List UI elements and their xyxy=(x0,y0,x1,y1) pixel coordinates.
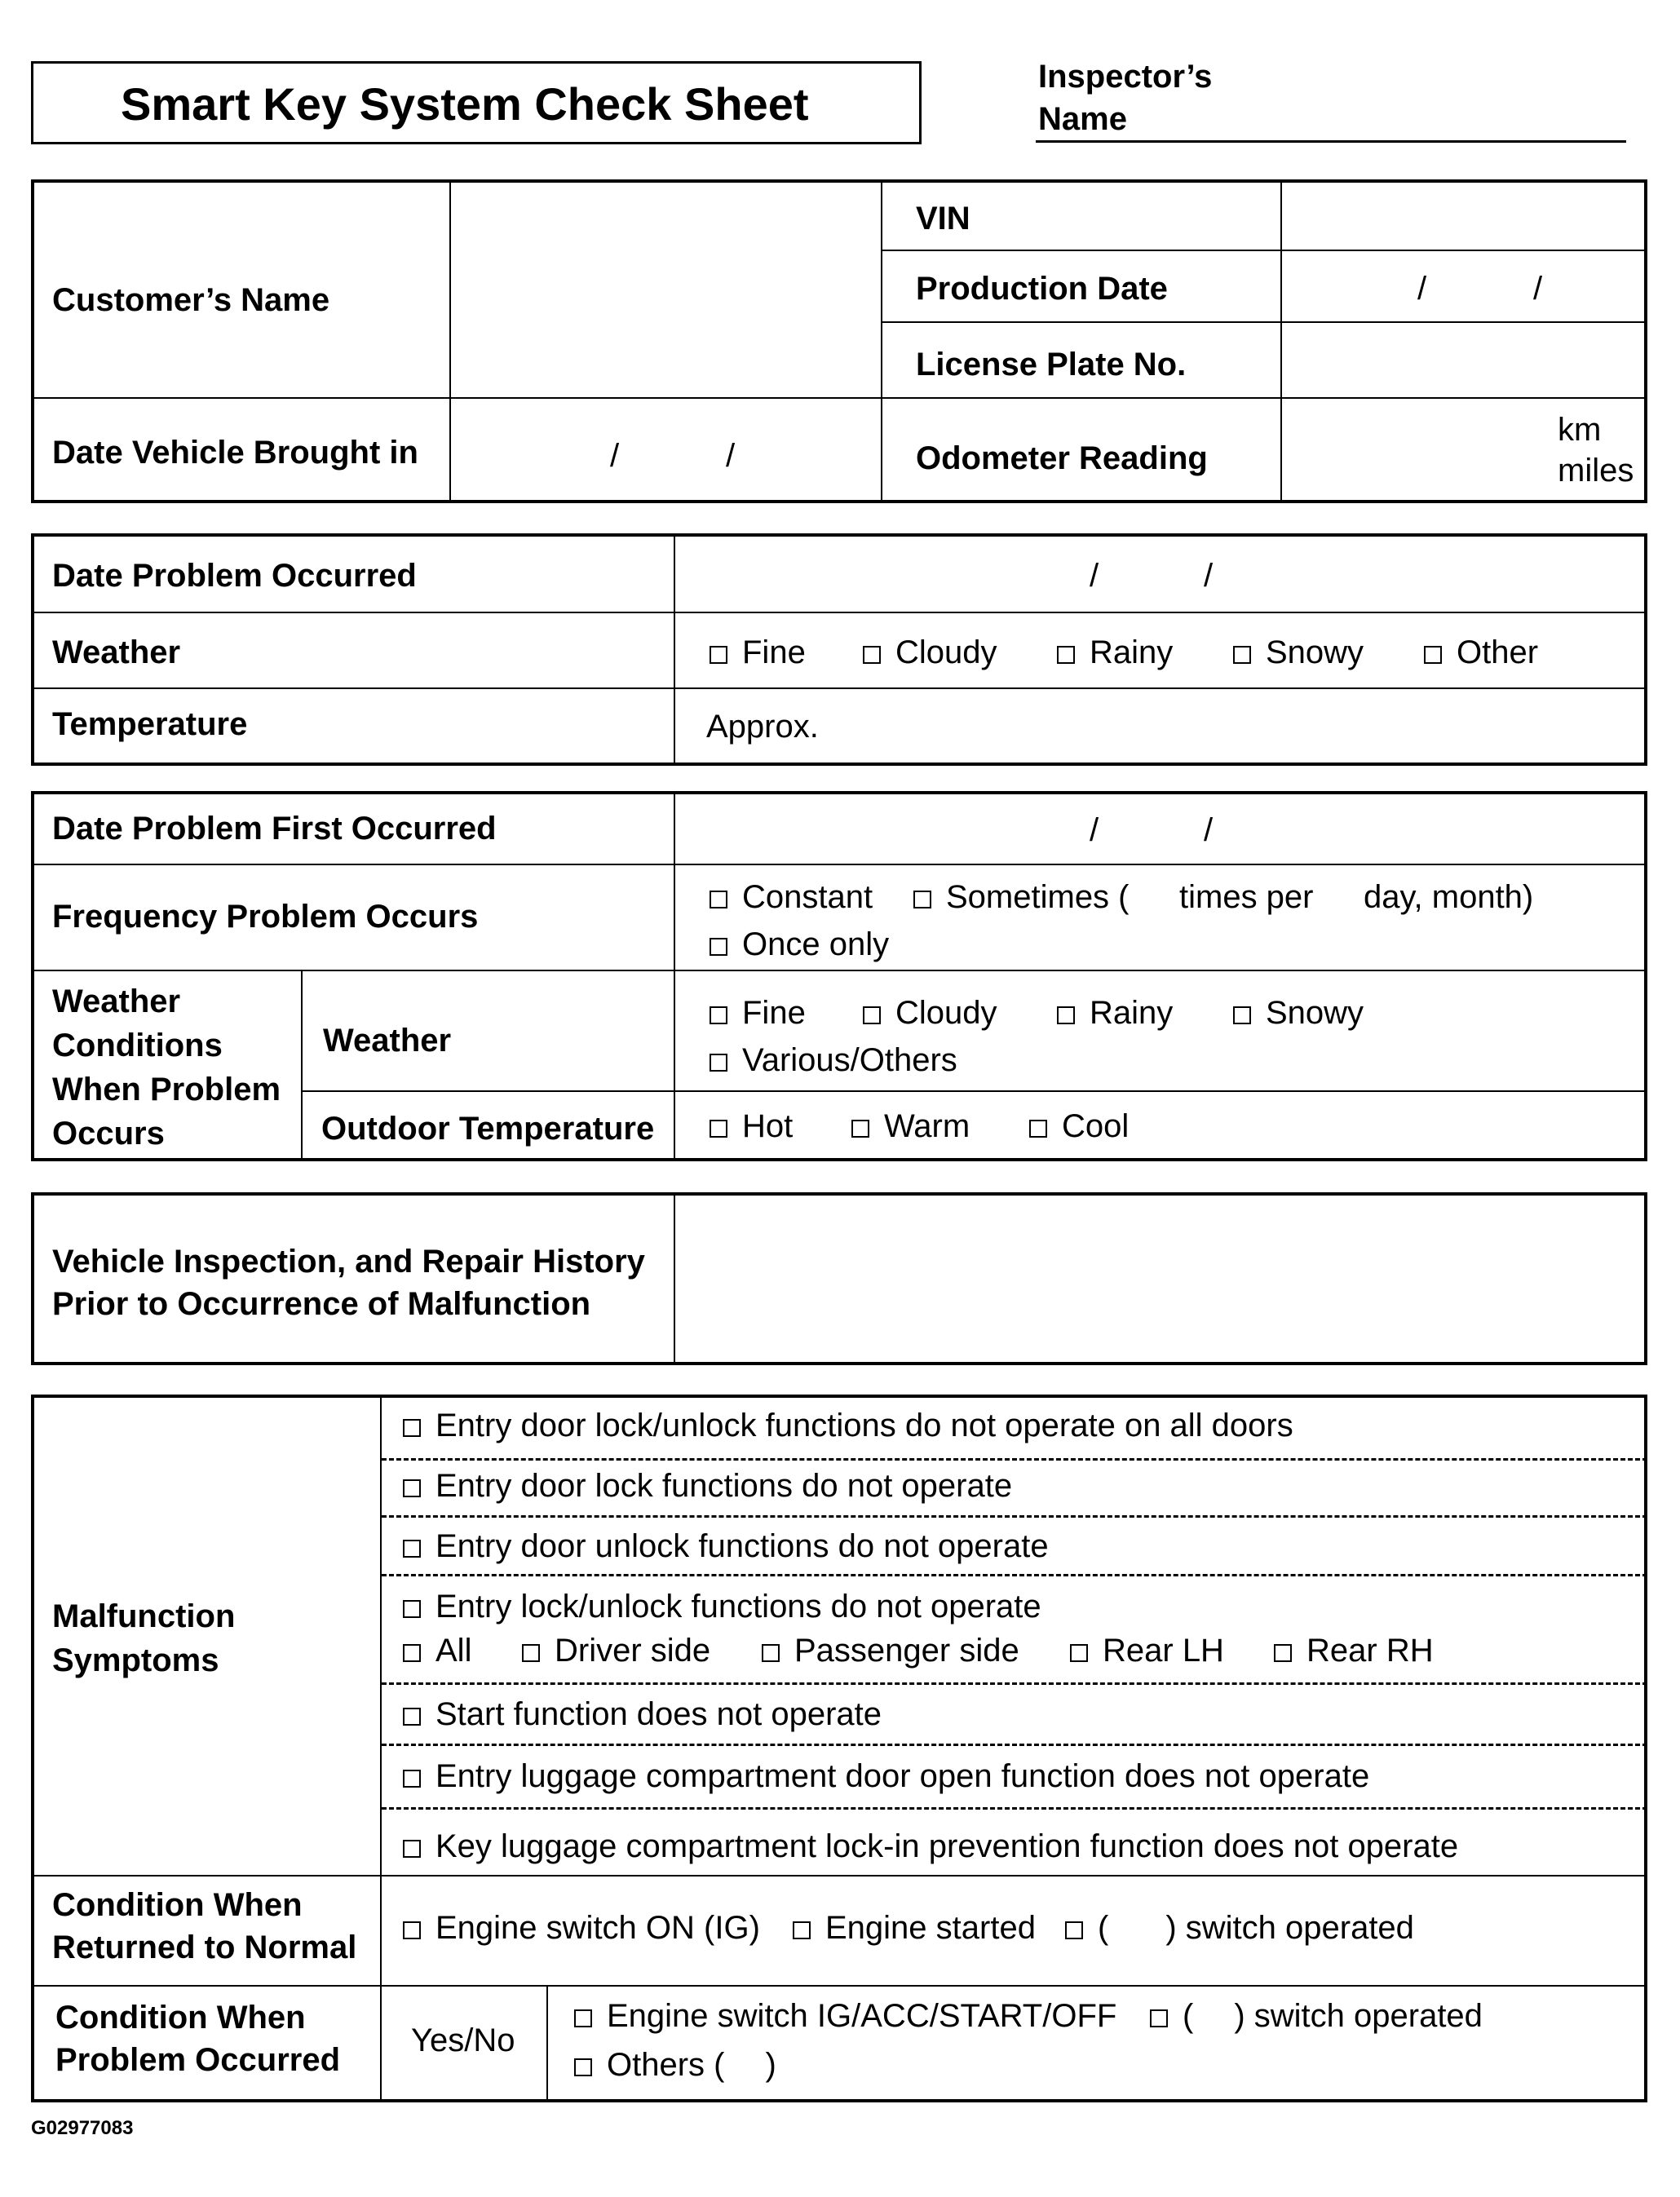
checkbox[interactable] xyxy=(403,1479,421,1497)
symptom-item[interactable]: Entry door lock/unlock functions do not operate on all doors xyxy=(403,1404,1293,1447)
page-title: Smart Key System Check Sheet xyxy=(121,78,809,130)
checkbox[interactable] xyxy=(710,1120,727,1138)
checkbox[interactable] xyxy=(1233,646,1251,664)
history-field[interactable] xyxy=(677,1196,1644,1362)
dashed-divider xyxy=(382,1574,1647,1576)
outdoor-temp-label: Outdoor Temperature xyxy=(321,1111,655,1147)
dashed-divider xyxy=(382,1744,1647,1746)
first-occurred-label: Date Problem First Occurred xyxy=(52,811,497,847)
checkbox[interactable] xyxy=(1070,1644,1088,1662)
temp-option-hot[interactable]: Hot xyxy=(710,1105,793,1147)
divider xyxy=(1280,179,1282,503)
checkbox[interactable] xyxy=(403,1708,421,1726)
checkbox[interactable] xyxy=(710,891,727,908)
door-option-passenger[interactable]: Passenger side xyxy=(762,1629,1019,1672)
occurred-option-engine-switch[interactable]: Engine switch IG/ACC/START/OFF xyxy=(574,1995,1116,2037)
production-date-slash-1[interactable]: / xyxy=(1417,271,1427,307)
normal-option-engine-started[interactable]: Engine started xyxy=(793,1907,1036,1949)
weather-option-snowy[interactable]: Snowy xyxy=(1233,631,1364,674)
freq-times-per: times per xyxy=(1179,879,1314,915)
normal-option-switch[interactable]: ( ) switch operated xyxy=(1065,1907,1414,1949)
date-brought-in-slash-2[interactable]: / xyxy=(726,438,736,474)
date-occurred-label: Date Problem Occurred xyxy=(52,558,417,594)
inspector-label-line2: Name xyxy=(1038,101,1127,137)
divider xyxy=(31,970,1647,971)
customer-name-field[interactable] xyxy=(453,183,879,396)
checkbox[interactable] xyxy=(403,1419,421,1437)
weather-label: Weather xyxy=(52,634,181,670)
date-brought-in-slash-1[interactable]: / xyxy=(610,438,620,474)
vin-label: VIN xyxy=(916,201,970,236)
checkbox[interactable] xyxy=(710,646,727,664)
occurred-option-others[interactable]: Others ( ) xyxy=(574,2044,776,2086)
dashed-divider xyxy=(382,1682,1647,1685)
yes-no-field[interactable]: Yes/No xyxy=(411,2022,515,2058)
divider xyxy=(31,1875,1647,1877)
vin-field[interactable] xyxy=(1284,183,1644,248)
checkbox[interactable] xyxy=(1233,1006,1251,1024)
freq-option-once[interactable]: Once only xyxy=(710,923,889,966)
inspector-label-line1: Inspector’s xyxy=(1038,59,1213,95)
figure-id: G02977083 xyxy=(31,2117,134,2139)
production-date-slash-2[interactable]: / xyxy=(1533,271,1543,307)
checkbox[interactable] xyxy=(710,1054,727,1072)
divider xyxy=(31,397,1647,399)
weather-option-other[interactable]: Other xyxy=(1424,631,1538,674)
odometer-label: Odometer Reading xyxy=(916,440,1208,476)
normal-label-line1: Condition When xyxy=(52,1887,303,1923)
occurred-option-switch[interactable]: ( ) switch operated xyxy=(1150,1995,1483,2037)
divider xyxy=(674,533,675,766)
license-plate-label: License Plate No. xyxy=(916,347,1187,382)
customer-name-label: Customer’s Name xyxy=(52,282,330,318)
symptom-item[interactable]: Entry lock/unlock functions do not operate xyxy=(403,1585,1041,1628)
checkbox[interactable] xyxy=(710,1006,727,1024)
dashed-divider xyxy=(382,1515,1647,1518)
divider xyxy=(674,791,675,1161)
checkbox[interactable] xyxy=(863,646,881,664)
normal-option-engine-on[interactable]: Engine switch ON (IG) xyxy=(403,1907,760,1949)
symptom-item[interactable]: Key luggage compartment lock-in prevention function does not operate xyxy=(403,1825,1458,1868)
symptom-item[interactable]: Entry door lock functions do not operate xyxy=(403,1465,1012,1507)
checkbox[interactable] xyxy=(403,1644,421,1662)
checkbox[interactable] xyxy=(1150,2009,1168,2027)
symptom-item[interactable]: Entry door unlock functions do not operate xyxy=(403,1525,1049,1567)
odometer-unit-km: km xyxy=(1558,412,1602,448)
door-option-rear-rh[interactable]: Rear RH xyxy=(1274,1629,1434,1672)
cond-weather-rainy[interactable]: Rainy xyxy=(1057,992,1173,1034)
door-option-rear-lh[interactable]: Rear LH xyxy=(1070,1629,1224,1672)
checkbox[interactable] xyxy=(1057,646,1075,664)
cond-weather-various[interactable]: Various/Others xyxy=(710,1039,957,1081)
checkbox[interactable] xyxy=(403,1840,421,1858)
cond-weather-snowy[interactable]: Snowy xyxy=(1233,992,1364,1034)
checkbox[interactable] xyxy=(574,2009,592,2027)
divider xyxy=(380,1395,382,2102)
weather-option-fine[interactable]: Fine xyxy=(710,631,806,674)
checkbox[interactable] xyxy=(1057,1006,1075,1024)
date-occurred-slash-1[interactable]: / xyxy=(1090,558,1099,594)
checkbox[interactable] xyxy=(1065,1921,1083,1939)
divider xyxy=(546,1985,548,2102)
checkbox[interactable] xyxy=(1424,646,1442,664)
checkbox[interactable] xyxy=(522,1644,540,1662)
symptoms-label-line2: Symptoms xyxy=(52,1642,219,1678)
temperature-value[interactable]: Approx. xyxy=(706,709,819,745)
checkbox[interactable] xyxy=(762,1644,780,1662)
history-label-line1: Vehicle Inspection, and Repair History xyxy=(52,1244,645,1280)
normal-label-line2: Returned to Normal xyxy=(52,1930,357,1965)
conditions-weather-label: Weather xyxy=(323,1023,452,1059)
checkbox[interactable] xyxy=(1029,1120,1047,1138)
conditions-label-line4: Occurs xyxy=(52,1116,165,1152)
cond-weather-cloudy[interactable]: Cloudy xyxy=(863,992,997,1034)
divider xyxy=(301,1090,1647,1092)
production-date-label: Production Date xyxy=(916,271,1168,307)
divider xyxy=(881,321,1647,323)
history-label-line2: Prior to Occurrence of Malfunction xyxy=(52,1286,591,1322)
inspector-name-field[interactable] xyxy=(1036,140,1626,143)
divider xyxy=(31,1985,1647,1987)
conditions-label-line2: Conditions xyxy=(52,1028,223,1063)
weather-option-rainy[interactable]: Rainy xyxy=(1057,631,1173,674)
symptom-item[interactable]: Entry luggage compartment door open function does not operate xyxy=(403,1755,1369,1797)
occurred-label-line1: Condition When xyxy=(55,2000,306,2036)
conditions-label-line1: Weather xyxy=(52,984,181,1019)
license-plate-field[interactable] xyxy=(1284,325,1644,396)
divider xyxy=(449,179,451,503)
divider xyxy=(881,250,1647,251)
checkbox[interactable] xyxy=(403,1600,421,1618)
checkbox[interactable] xyxy=(793,1921,811,1939)
first-occurred-slash-2[interactable]: / xyxy=(1204,812,1214,848)
cond-weather-fine[interactable]: Fine xyxy=(710,992,806,1034)
checkbox[interactable] xyxy=(403,1921,421,1939)
dashed-divider xyxy=(382,1807,1647,1810)
checkbox[interactable] xyxy=(851,1120,869,1138)
frequency-label: Frequency Problem Occurs xyxy=(52,899,479,935)
freq-option-sometimes[interactable]: Sometimes ( xyxy=(913,876,1130,918)
conditions-label-line3: When Problem xyxy=(52,1072,281,1107)
checkbox[interactable] xyxy=(710,938,727,956)
freq-option-constant[interactable]: Constant xyxy=(710,876,873,918)
occurred-label-line2: Problem Occurred xyxy=(55,2042,341,2078)
first-occurred-slash-1[interactable]: / xyxy=(1090,812,1099,848)
checkbox[interactable] xyxy=(913,891,931,908)
divider xyxy=(674,1192,675,1365)
door-option-all[interactable]: All xyxy=(403,1629,471,1672)
checkbox[interactable] xyxy=(863,1006,881,1024)
checkbox[interactable] xyxy=(1274,1644,1292,1662)
checkbox[interactable] xyxy=(403,1540,421,1558)
date-brought-in-label: Date Vehicle Brought in xyxy=(52,435,418,471)
door-option-driver[interactable]: Driver side xyxy=(522,1629,710,1672)
divider xyxy=(301,970,303,1161)
divider xyxy=(31,864,1647,865)
checkbox[interactable] xyxy=(403,1770,421,1788)
temp-option-warm[interactable]: Warm xyxy=(851,1105,970,1147)
divider xyxy=(881,179,882,503)
temp-option-cool[interactable]: Cool xyxy=(1029,1105,1129,1147)
dashed-divider xyxy=(382,1458,1647,1461)
checkbox[interactable] xyxy=(574,2058,592,2076)
symptom-item[interactable]: Start function does not operate xyxy=(403,1693,882,1735)
symptoms-label-line1: Malfunction xyxy=(52,1598,236,1634)
divider xyxy=(31,612,1647,613)
odometer-unit-miles: miles xyxy=(1558,453,1634,488)
temperature-label: Temperature xyxy=(52,706,248,742)
date-occurred-slash-2[interactable]: / xyxy=(1204,558,1214,594)
freq-day-month: day, month) xyxy=(1364,879,1534,915)
weather-option-cloudy[interactable]: Cloudy xyxy=(863,631,997,674)
divider xyxy=(31,687,1647,689)
